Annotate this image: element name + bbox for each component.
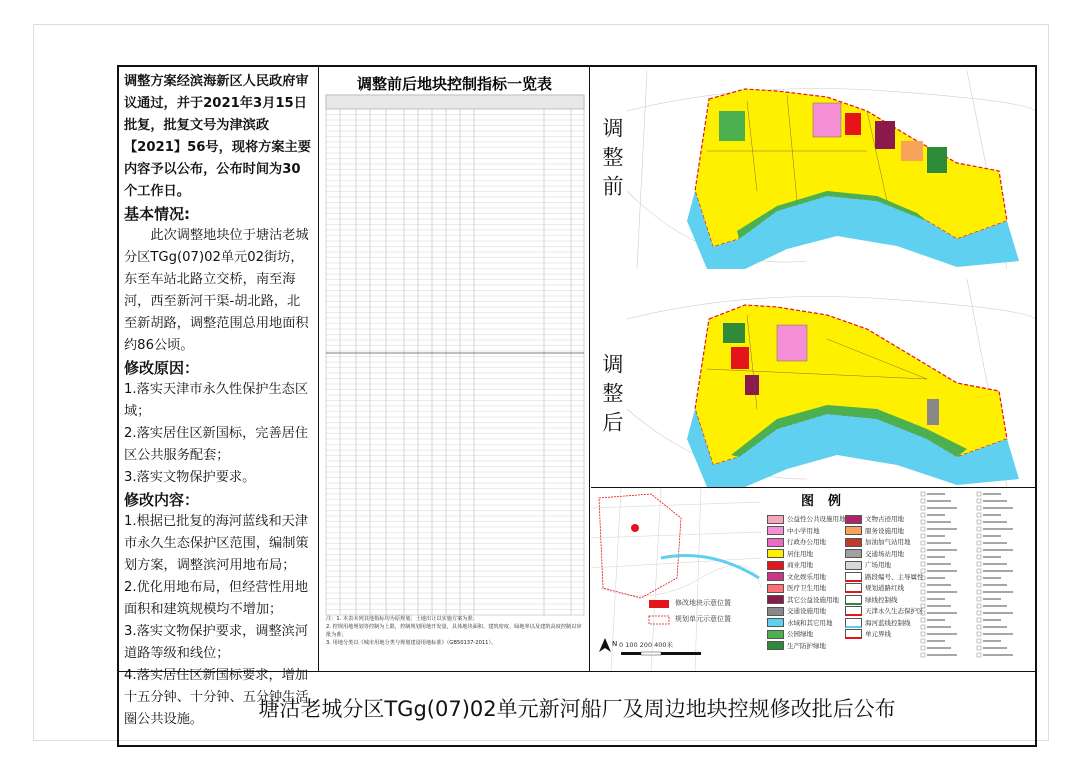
legend-landuse-swatch	[767, 526, 784, 535]
map-after	[627, 279, 1035, 487]
legend-landuse-label: 中小学用地	[787, 526, 820, 535]
facility-symbols	[921, 492, 1035, 668]
legend-line-label: 海河蓝线控制线	[865, 618, 911, 627]
legend-landuse-item	[767, 618, 833, 628]
legend-landuse-item	[767, 629, 813, 639]
legend-area	[591, 487, 1037, 672]
reason-heading: 修改原因：	[124, 359, 200, 377]
legend-landuse-swatch	[845, 538, 862, 547]
table-notes	[326, 615, 584, 647]
indicator-table-panel	[320, 67, 590, 671]
legend-line-label: 路段编号、主导属性	[865, 572, 924, 581]
legend-landuse-label: 交通场站用地	[865, 549, 904, 558]
legend-landuse-swatch	[767, 618, 784, 627]
table-title: 调整前后地块控制指标一览表	[356, 75, 552, 93]
legend-landuse-swatch	[845, 526, 862, 535]
indicator-table-graphic	[326, 95, 584, 615]
legend-landuse-swatch	[767, 584, 784, 593]
reason-item: 3.落实文物保护要求。	[124, 470, 256, 485]
label-after-text: 调整后	[600, 353, 624, 440]
description-column	[119, 67, 319, 727]
content-item: 1.根据已批复的海河蓝线和天津市永久生态保护区范围，编制策划方案，调整滨河用地布局；	[124, 514, 309, 573]
legend-landuse-label: 文化娱乐用地	[787, 572, 826, 581]
legend-line-swatch	[845, 618, 862, 628]
legend-landuse-item	[767, 560, 813, 570]
map-before	[627, 71, 1035, 269]
legend-landuse-label: 公园绿地	[787, 630, 813, 638]
legend-line-swatch	[845, 606, 862, 616]
label-before	[597, 117, 624, 212]
legend-line-item	[845, 629, 891, 639]
map-frame	[117, 65, 1037, 747]
legend-landuse-label: 加油加气站用地	[865, 538, 911, 546]
content-item: 3.落实文物保护要求，调整滨河道路等级和线位；	[124, 624, 309, 661]
legend-line-swatch	[845, 629, 862, 639]
content-heading: 修改内容：	[124, 491, 200, 509]
legend-landuse-item	[767, 537, 826, 547]
content-item: 4.落实居住区新国标要求，增加十五分钟、十分钟、五分钟生活圈公共设施。	[124, 668, 309, 727]
reason-item: 1.落实天津市永久性保护生态区域；	[124, 382, 309, 419]
legend-landuse-label: 其它公益设施用地	[787, 595, 839, 604]
table-note: 3. 用地分类以《城市用地分类与规划建设用地标准》（GB50137-2011）。	[326, 640, 497, 646]
legend-line-label: 规划道路红线	[865, 584, 904, 592]
legend-landuse-swatch	[767, 561, 784, 570]
legend-landuse-swatch	[767, 607, 784, 616]
legend-landuse-label: 文物古迹用地	[865, 515, 904, 523]
legend-landuse-label: 医疗卫生用地	[787, 584, 826, 592]
legend-landuse-swatch	[845, 515, 862, 524]
legend-landuse-swatch	[767, 538, 784, 547]
legend-line-item	[845, 606, 924, 616]
legend-landuse-item	[845, 537, 911, 547]
basic-heading: 基本情况:	[124, 205, 190, 223]
legend-landuse-item	[845, 526, 904, 536]
legend-landuse-item	[845, 549, 904, 559]
legend-line-label: 天津永久生态保护区	[865, 607, 924, 615]
legend-line-label: 单元界线	[865, 630, 891, 638]
basic-text: 此次调整地块位于塘沽老城分区TGg(07)02单元02街坊，东至车站北路立交桥，南至海河，西至新河干渠-胡北路，北至新胡路，调整范围总用地面积约86公顷。	[124, 228, 309, 353]
legend-landuse-label: 服务设施用地	[865, 526, 904, 535]
legend-landuse-swatch	[767, 630, 784, 639]
legend-line-label: 绿线控制线	[865, 595, 898, 604]
legend-landuse-swatch	[767, 572, 784, 581]
legend-landuse-label: 商业用地	[787, 561, 813, 569]
legend-landuse-label: 广场用地	[865, 561, 891, 569]
legend-line-swatch	[845, 583, 862, 593]
reason-item: 2.落实居住区新国标，完善居住区公共服务配套；	[124, 426, 309, 463]
scale-label: 0 100 200 400米	[619, 641, 674, 649]
legend-landuse-item	[767, 572, 826, 582]
paper-sheet	[33, 24, 1049, 741]
intro-text: 调整方案经滨海新区人民政府审议通过，并于2021年3月15日批复，批复文号为津滨政【2021】56号，现将方案主要内容予以公布，公布时间为30个工作日。	[124, 74, 311, 199]
legend-landuse-swatch	[845, 561, 862, 570]
legend-landuse-swatch	[845, 549, 862, 558]
legend-landuse-swatch	[767, 515, 784, 524]
legend-landuse-label: 交通设施用地	[787, 607, 826, 615]
label-before-text: 调整前	[600, 117, 624, 204]
legend-landuse-swatch	[767, 549, 784, 558]
table-note: 2. 控规用地规划等控制为上限，控制规划用地开发量，具体地块面积、建筑密度、绿地率以及建筑高度控制以审批为准；	[326, 624, 582, 638]
legend-line-item	[845, 583, 904, 593]
legend-landuse-item	[767, 514, 846, 524]
legend-landuse-item	[767, 595, 839, 605]
legend-landuse-item	[767, 641, 826, 651]
legend-landuse-item	[767, 606, 826, 616]
legend-landuse-item	[767, 526, 820, 536]
location-map	[591, 488, 761, 672]
legend-landuse-label: 公益性公共设施用地	[787, 515, 846, 523]
location-label-2: 规划单元示意位置	[675, 615, 731, 623]
legend-landuse-swatch	[767, 641, 784, 650]
legend-landuse-label: 行政办公用地	[787, 538, 826, 546]
content-item: 2.优化用地布局，但经营性用地面积和建筑规模均不增加；	[124, 580, 309, 617]
legend-line-swatch	[845, 595, 862, 605]
bottom-title: 塘沽老城分区TGg(07)02单元新河船厂及周边地块控规修改批后公布	[119, 671, 1035, 746]
legend-landuse-item	[845, 514, 904, 524]
legend-line-swatch	[845, 572, 862, 582]
legend-landuse-label: 生产防护绿地	[787, 641, 826, 650]
scale-bar	[621, 652, 701, 655]
north-label: N	[612, 640, 618, 648]
location-label-1: 修改地块示意位置	[675, 599, 731, 607]
label-after	[597, 353, 624, 448]
legend-landuse-item	[845, 560, 891, 570]
legend-title: 图例	[801, 494, 856, 509]
legend-landuse-item	[767, 583, 826, 593]
legend-line-item	[845, 572, 924, 582]
legend-landuse-label: 水域和其它用地	[787, 618, 833, 627]
legend-line-item	[845, 618, 911, 628]
legend-line-item	[845, 595, 898, 605]
legend-landuse-label: 居住用地	[787, 549, 813, 558]
legend-landuse-item	[767, 549, 813, 559]
table-note: 注：1. 本表未列其他指标均为原规划；土地出让以实施方案为准；	[326, 616, 478, 622]
legend-landuse-swatch	[767, 595, 784, 604]
